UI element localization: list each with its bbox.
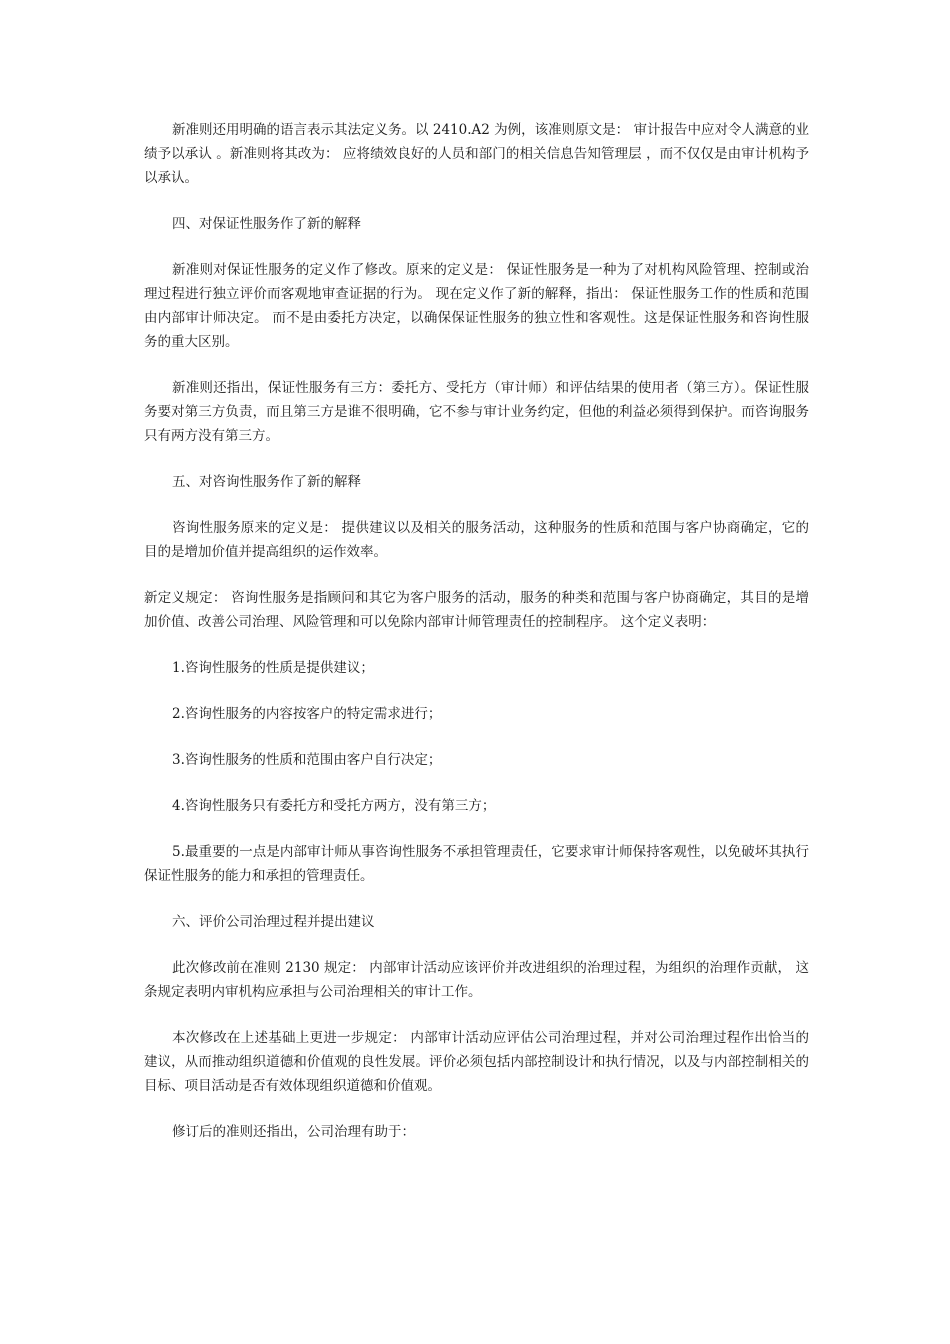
section-heading-assurance: 四、对保证性服务作了新的解释 — [172, 216, 361, 232]
paragraph-consulting-old-definition: 咨询性服务原来的定义是： 提供建议以及相关的服务活动，这种服务的性质和范围与客户协商确定，它的目的是增加价值并提高组织的运作效率。 — [144, 520, 809, 560]
list-item-2: 2.咨询性服务的内容按客户的特定需求进行； — [172, 706, 442, 722]
section-heading-governance: 六、评价公司治理过程并提出建议 — [172, 914, 375, 930]
paragraph-2410-a2: 新准则还用明确的语言表示其法定义务。以 2410.A2 为例，该准则原文是： 审计报告中应对令人满意的业绩予以承认 。新准则将其改为： 应将绩效良好的人员和部门的相关信息告知管理层 ，而不仅仅是由审计机构予以承认。 — [144, 122, 809, 186]
section-heading-consulting: 五、对咨询性服务作了新的解释 — [172, 474, 361, 490]
document-page — [144, 118, 809, 1166]
list-item-1: 1.咨询性服务的性质是提供建议； — [172, 660, 374, 676]
paragraph-governance-evaluation: 本次修改在上述基础上更进一步规定： 内部审计活动应评估公司治理过程，并对公司治理过程作出恰当的建议，从而推动组织道德和价值观的良性发展。评价必须包括内部控制设计和执行情况，以及与内部控制相关的目标、项目活动是否有效体现组织道德和价值观。 — [144, 1030, 809, 1094]
paragraph-2130: 此次修改前在准则 2130 规定： 内部审计活动应该评价并改进组织的治理过程，为组织的治理作贡献， 这条规定表明内审机构应承担与公司治理相关的审计工作。 — [144, 960, 809, 1000]
paragraph-assurance-definition: 新准则对保证性服务的定义作了修改。原来的定义是： 保证性服务是一种为了对机构风险管理、控制或治理过程进行独立评价而客观地审查证据的行为。 现在定义作了新的解释，指出： 保证性服务工作的性质和范围由内部审计师决定。 而不是由委托方决定，以确保保证性服务的独立性和客观性。这是保证性服务和咨询性服务的重大区别。 — [144, 262, 809, 350]
list-item-4: 4.咨询性服务只有委托方和受托方两方，没有第三方； — [172, 798, 496, 814]
paragraph-assurance-parties: 新准则还指出，保证性服务有三方：委托方、受托方（审计师）和评估结果的使用者（第三方）。保证性服务要对第三方负责，而且第三方是谁不很明确，它不参与审计业务约定，但他的利益必须得到保护。而咨询服务只有两方没有第三方。 — [144, 380, 809, 444]
paragraph-governance-helps: 修订后的准则还指出，公司治理有助于： — [172, 1124, 415, 1140]
paragraph-consulting-new-definition: 新定义规定： 咨询性服务是指顾问和其它为客户服务的活动，服务的种类和范围与客户协商确定，其目的是增加价值、改善公司治理、风险管理和可以免除内部审计师管理责任的控制程序。 这个定义表明： — [144, 590, 809, 630]
list-item-5: 5.最重要的一点是内部审计师从事咨询性服务不承担管理责任，它要求审计师保持客观性，以免破坏其执行保证性服务的能力和承担的管理责任。 — [144, 844, 809, 884]
list-item-3: 3.咨询性服务的性质和范围由客户自行决定； — [172, 752, 442, 768]
